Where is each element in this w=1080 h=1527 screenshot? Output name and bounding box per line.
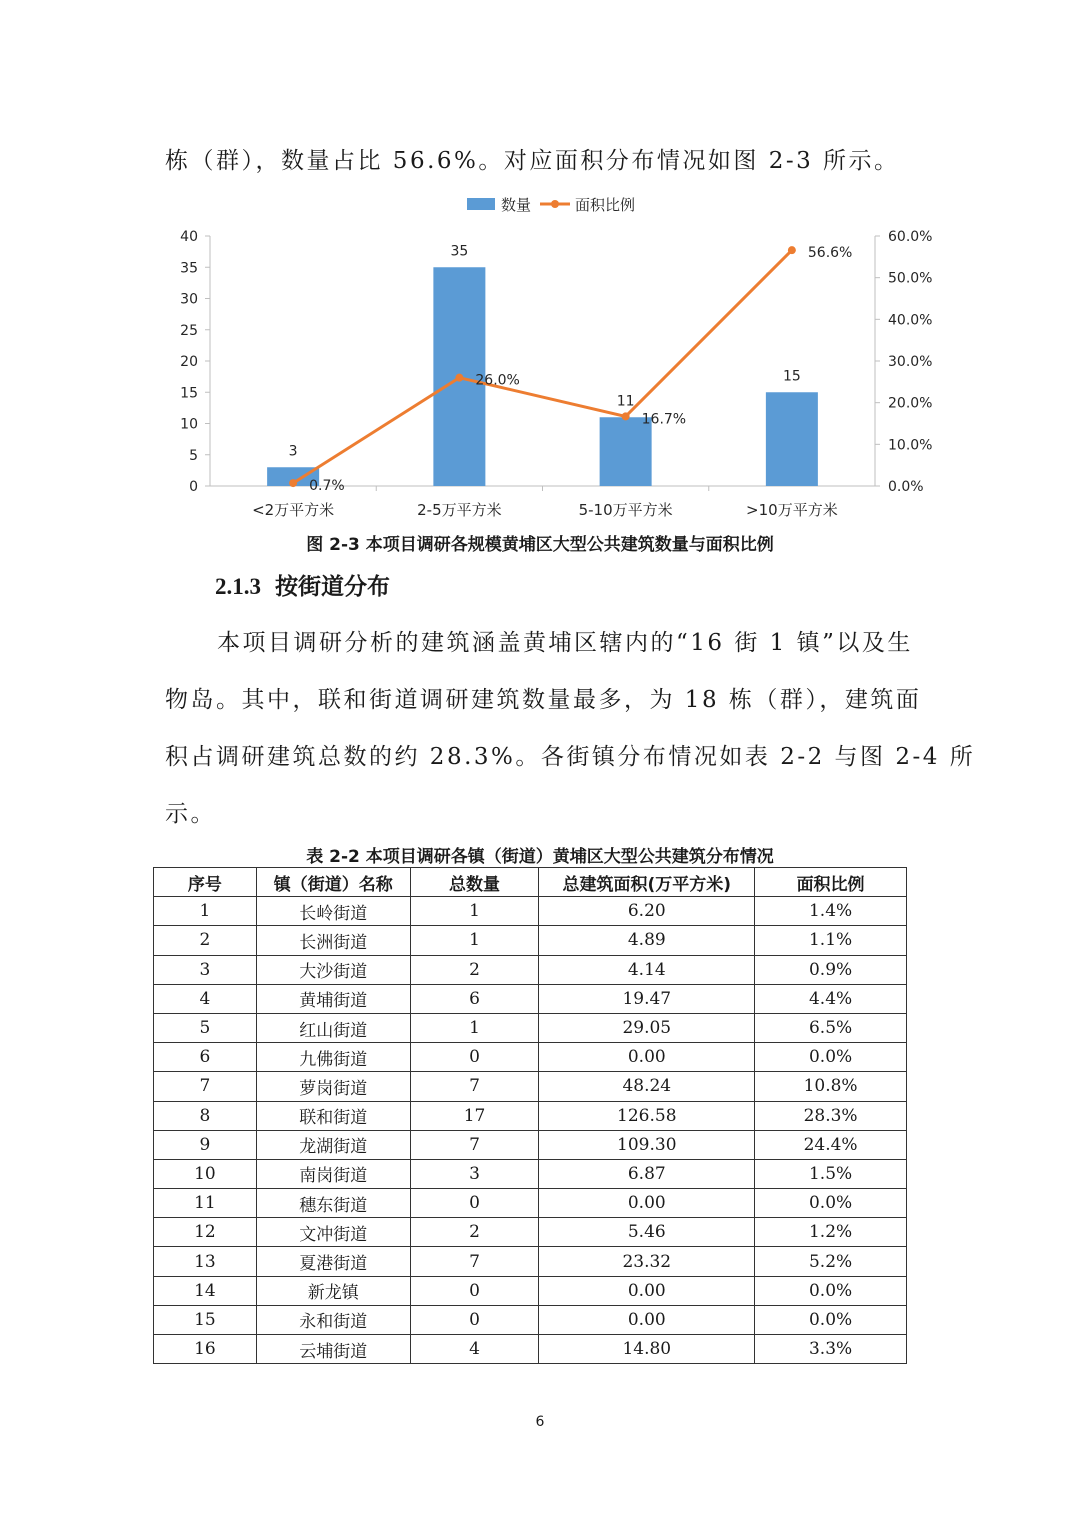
- header-name: 镇（街道）名称: [256, 868, 410, 897]
- table-cell: 龙湖街道: [256, 1130, 410, 1159]
- table-cell: 7: [410, 1130, 539, 1159]
- x-tick-label: 5-10万平方米: [578, 501, 673, 519]
- table-cell: 0.00: [539, 1043, 755, 1072]
- table-cell: 10.8%: [755, 1072, 907, 1101]
- table-cell: 文冲街道: [256, 1218, 410, 1247]
- x-tick-label: >10万平方米: [746, 501, 838, 519]
- table-cell: 1.4%: [755, 897, 907, 926]
- left-tick-label: 0: [189, 479, 198, 495]
- table-cell: 48.24: [539, 1072, 755, 1101]
- body-line-4: 示。: [165, 801, 216, 827]
- bar-data-label: 11: [616, 393, 635, 410]
- table-cell: 1: [410, 1013, 539, 1042]
- table-cell: 0.0%: [755, 1305, 907, 1334]
- table-cell: 5.2%: [755, 1247, 907, 1276]
- line-data-label: 16.7%: [641, 411, 687, 428]
- bar: [766, 392, 818, 486]
- legend-bar-label: 数量: [501, 196, 532, 214]
- table-row: [154, 1072, 907, 1101]
- line-point: [622, 412, 630, 420]
- header-ratio: 面积比例: [755, 868, 907, 897]
- table-cell: 黄埔街道: [256, 984, 410, 1013]
- table-cell: 2: [410, 955, 539, 984]
- table-cell: 0: [410, 1276, 539, 1305]
- table-cell: 10: [154, 1159, 257, 1188]
- line-data-label: 26.0%: [475, 372, 520, 389]
- table-cell: 1: [410, 897, 539, 926]
- table-body: [154, 897, 907, 1364]
- table-cell: 17: [410, 1101, 539, 1130]
- table-cell: 14: [154, 1276, 257, 1305]
- table-cell: 0.9%: [755, 955, 907, 984]
- table-cell: 萝岗街道: [256, 1072, 410, 1101]
- table-cell: 7: [410, 1247, 539, 1276]
- figure-caption: 图 2-3 本项目调研各规模黄埔区大型公共建筑数量与面积比例: [306, 535, 774, 555]
- table-cell: 0.0%: [755, 1276, 907, 1305]
- section-title: 按街道分布: [275, 573, 390, 600]
- table-cell: 0.0%: [755, 1043, 907, 1072]
- left-tick-label: 20: [180, 354, 198, 370]
- table-header-row: [154, 868, 907, 897]
- right-tick-label: 10.0%: [888, 437, 933, 454]
- table-cell: 19.47: [539, 984, 755, 1013]
- body-line-3: 积占调研建筑总数的约 28.3%。各街镇分布情况如表 2-2 与图 2-4 所: [165, 744, 976, 770]
- distribution-table: [153, 867, 907, 1364]
- right-tick-label: 50.0%: [888, 270, 933, 287]
- bar: [600, 417, 652, 486]
- header-count: 总数量: [410, 868, 539, 897]
- bar-data-label: 3: [288, 443, 298, 460]
- table-row: [154, 1013, 907, 1042]
- table-row: [154, 1335, 907, 1364]
- table-cell: 4: [154, 984, 257, 1013]
- table-cell: 6.87: [539, 1159, 755, 1188]
- table-cell: 4: [410, 1335, 539, 1364]
- table-row: [154, 984, 907, 1013]
- x-tick-label: <2万平方米: [252, 501, 335, 519]
- right-tick-label: 40.0%: [888, 312, 933, 329]
- legend-line-label: 面积比例: [575, 196, 636, 214]
- table-row: [154, 1276, 907, 1305]
- table-cell: 23.32: [539, 1247, 755, 1276]
- table-cell: 5: [154, 1013, 257, 1042]
- left-tick-label: 5: [189, 447, 198, 464]
- right-tick-label: 20.0%: [888, 395, 933, 412]
- left-tick-label: 10: [180, 416, 198, 433]
- line-point: [289, 479, 297, 487]
- table-row: [154, 926, 907, 955]
- table-cell: 4.89: [539, 926, 755, 955]
- legend-line-marker: [551, 200, 559, 208]
- table-cell: 1.1%: [755, 926, 907, 955]
- x-tick-label: 2-5万平方米: [417, 501, 502, 519]
- table-cell: 0: [410, 1305, 539, 1334]
- line-data-label: 0.7%: [309, 478, 345, 495]
- table-cell: 0.00: [539, 1305, 755, 1334]
- table-cell: 14.80: [539, 1335, 755, 1364]
- table-cell: 0.00: [539, 1276, 755, 1305]
- table-cell: 4.14: [539, 955, 755, 984]
- table-cell: 6.20: [539, 897, 755, 926]
- table-cell: 0: [410, 1189, 539, 1218]
- table-cell: 6.5%: [755, 1013, 907, 1042]
- table-cell: 九佛街道: [256, 1043, 410, 1072]
- table-cell: 2: [154, 926, 257, 955]
- right-tick-label: 0.0%: [888, 479, 924, 495]
- table-cell: 28.3%: [755, 1101, 907, 1130]
- table-cell: 0.00: [539, 1189, 755, 1218]
- table-row: [154, 955, 907, 984]
- table-cell: 1.5%: [755, 1159, 907, 1188]
- table-row: [154, 1130, 907, 1159]
- table-cell: 6: [410, 984, 539, 1013]
- table-cell: 1: [154, 897, 257, 926]
- bar-line-chart: [150, 188, 950, 523]
- table-cell: 大沙街道: [256, 955, 410, 984]
- table-cell: 云埔街道: [256, 1335, 410, 1364]
- table-cell: 15: [154, 1305, 257, 1334]
- table-row: [154, 1159, 907, 1188]
- table-row: [154, 1218, 907, 1247]
- intro-text: 栋（群），数量占比 56.6%。对应面积分布情况如图 2-3 所示。: [165, 148, 900, 174]
- table-cell: 4.4%: [755, 984, 907, 1013]
- table-cell: 长岭街道: [256, 897, 410, 926]
- table-cell: 11: [154, 1189, 257, 1218]
- bar-data-label: 15: [782, 368, 801, 385]
- table-cell: 穗东街道: [256, 1189, 410, 1218]
- table-row: [154, 1189, 907, 1218]
- body-line-1: 本项目调研分析的建筑涵盖黄埔区辖内的“16 街 1 镇”以及生: [217, 630, 913, 656]
- line-data-label: 56.6%: [807, 245, 853, 262]
- table-cell: 8: [154, 1101, 257, 1130]
- line-point: [455, 374, 463, 382]
- page-number: 6: [535, 1414, 545, 1430]
- left-tick-label: 30: [180, 291, 198, 308]
- table-cell: 2: [410, 1218, 539, 1247]
- table-cell: 6: [154, 1043, 257, 1072]
- table-cell: 5.46: [539, 1218, 755, 1247]
- left-tick-label: 15: [180, 385, 198, 402]
- table-row: [154, 1247, 907, 1276]
- table-cell: 1.2%: [755, 1218, 907, 1247]
- legend-bar-swatch: [467, 198, 495, 210]
- table-row: [154, 1043, 907, 1072]
- table-cell: 7: [154, 1072, 257, 1101]
- left-tick-label: 40: [180, 229, 198, 245]
- table-row: [154, 1101, 907, 1130]
- line-point: [788, 246, 796, 254]
- body-line-2: 物岛。其中，联和街道调研建筑数量最多，为 18 栋（群），建筑面: [165, 687, 922, 713]
- table-cell: 长洲街道: [256, 926, 410, 955]
- table-cell: 16: [154, 1335, 257, 1364]
- table-cell: 13: [154, 1247, 257, 1276]
- area-ratio-line: [293, 250, 792, 483]
- table-row: [154, 897, 907, 926]
- table-cell: 109.30: [539, 1130, 755, 1159]
- table-cell: 1: [410, 926, 539, 955]
- table-cell: 0.0%: [755, 1189, 907, 1218]
- table-cell: 永和街道: [256, 1305, 410, 1334]
- table-row: [154, 1305, 907, 1334]
- section-heading: [215, 568, 390, 601]
- table-cell: 24.4%: [755, 1130, 907, 1159]
- left-tick-label: 25: [180, 322, 198, 339]
- table-cell: 12: [154, 1218, 257, 1247]
- header-area: 总建筑面积(万平方米): [539, 868, 755, 897]
- right-tick-label: 30.0%: [888, 354, 933, 370]
- left-tick-label: 35: [180, 260, 198, 277]
- bar-data-label: 35: [450, 243, 469, 260]
- table-cell: 3: [154, 955, 257, 984]
- table-cell: 联和街道: [256, 1101, 410, 1130]
- table-cell: 新龙镇: [256, 1276, 410, 1305]
- table-cell: 29.05: [539, 1013, 755, 1042]
- table-cell: 3: [410, 1159, 539, 1188]
- table-cell: 0: [410, 1043, 539, 1072]
- table-cell: 9: [154, 1130, 257, 1159]
- table-cell: 7: [410, 1072, 539, 1101]
- table-cell: 南岗街道: [256, 1159, 410, 1188]
- table-cell: 夏港街道: [256, 1247, 410, 1276]
- table-cell: 126.58: [539, 1101, 755, 1130]
- section-number: 2.1.3: [215, 574, 261, 599]
- table-caption: 表 2-2 本项目调研各镇（街道）黄埔区大型公共建筑分布情况: [306, 847, 774, 867]
- table-cell: 3.3%: [755, 1335, 907, 1364]
- header-index: 序号: [154, 868, 257, 897]
- table-cell: 红山街道: [256, 1013, 410, 1042]
- right-tick-label: 60.0%: [888, 229, 933, 245]
